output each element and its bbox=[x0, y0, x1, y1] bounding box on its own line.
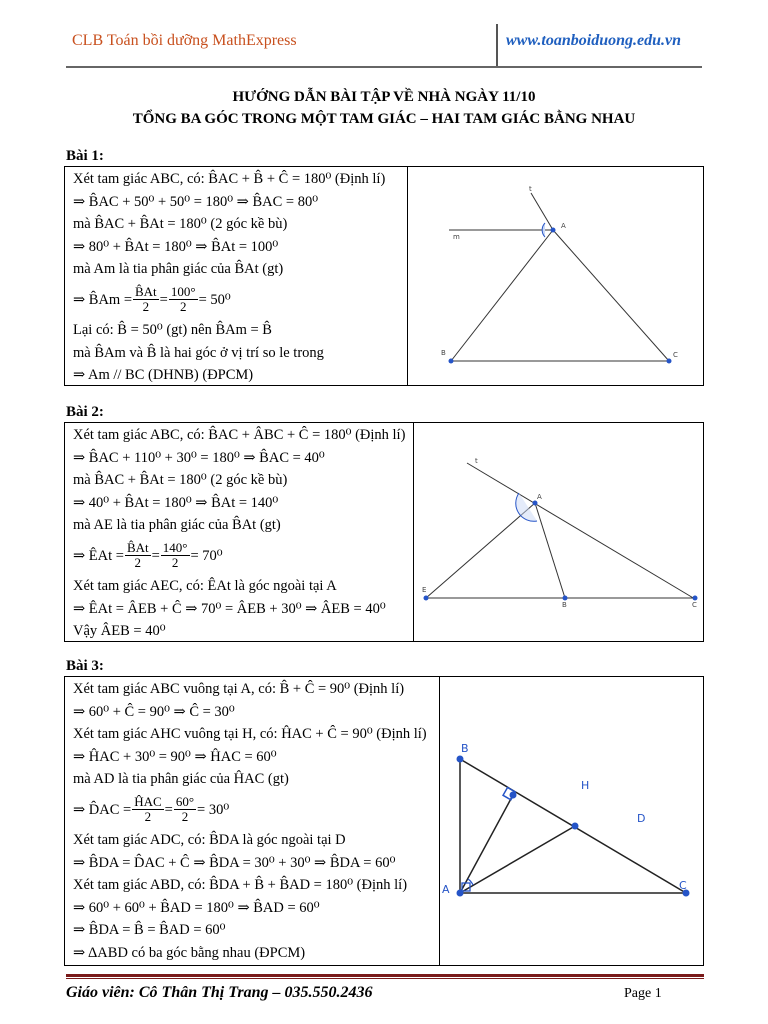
label-C: C bbox=[692, 601, 697, 609]
equals-sign: = bbox=[159, 291, 168, 308]
bai1-label: Bài 1: bbox=[66, 148, 104, 164]
denominator: 2 bbox=[142, 299, 150, 315]
label-E: E bbox=[422, 586, 427, 594]
footer-rule bbox=[66, 974, 704, 977]
solution-line: Lại có: B̂ = 50⁰ (gt) nên B̂Am = B̂ bbox=[73, 321, 272, 338]
frac-rhs: = 30⁰ bbox=[197, 801, 230, 818]
website-link[interactable]: www.toanboiduong.edu.vn bbox=[506, 32, 682, 49]
label-C: C bbox=[679, 879, 687, 892]
fraction-line bbox=[73, 537, 405, 575]
teacher-info: Giáo viên: Cô Thân Thị Trang – 035.550.2436 bbox=[66, 984, 373, 1001]
solution-line: mà Am là tia phân giác của B̂At (gt) bbox=[73, 261, 284, 278]
bai2-box bbox=[64, 422, 704, 642]
solution-line: ⇒ 60⁰ + Ĉ = 90⁰ ⇒ Ĉ = 30⁰ bbox=[73, 703, 235, 720]
fraction bbox=[125, 541, 151, 570]
numerator: B̂At bbox=[135, 284, 157, 300]
doc-subtitle: TỔNG BA GÓC TRONG MỘT TAM GIÁC – HAI TAM GIÁC BẰNG NHAU bbox=[132, 111, 636, 127]
label-A: A bbox=[561, 222, 566, 230]
solution-line: mà B̂AC + B̂At = 180⁰ (2 góc kề bù) bbox=[73, 216, 288, 233]
frac-lhs: ⇒ D̂AC = bbox=[73, 801, 132, 818]
bai1-figure bbox=[409, 167, 703, 385]
solution-line: Xét tam giác ABC vuông tại A, có: B̂ + Ĉ = 90⁰ (Định lí) bbox=[73, 681, 405, 697]
frac-lhs: ⇒ B̂Am = bbox=[73, 291, 132, 308]
label-t: t bbox=[529, 185, 532, 193]
solution-line: Xét tam giác AHC vuông tại H, có: ĤAC + Ĉ = 90⁰ (Định lí) bbox=[73, 726, 427, 743]
bai2-figure bbox=[415, 423, 703, 641]
denominator: 2 bbox=[171, 555, 179, 571]
bai3-column-divider bbox=[439, 677, 440, 965]
numerator: 100° bbox=[170, 284, 196, 300]
fraction bbox=[169, 285, 198, 314]
fraction bbox=[161, 541, 190, 570]
denominator: 2 bbox=[134, 555, 142, 571]
bai1-column-divider bbox=[407, 167, 408, 385]
header-rule bbox=[66, 66, 702, 68]
numerator: B̂At bbox=[126, 540, 149, 556]
solution-line: ⇒ 60⁰ + 60⁰ + B̂AD = 180⁰ ⇒ B̂AD = 60⁰ bbox=[73, 899, 320, 916]
bai2-column-divider bbox=[413, 423, 414, 641]
label-B: B bbox=[562, 601, 567, 609]
solution-line: ⇒ B̂AC + 50⁰ + 50⁰ = 180⁰ ⇒ B̂AC = 80⁰ bbox=[73, 193, 319, 210]
bai3-box bbox=[64, 676, 704, 966]
denominator: 2 bbox=[144, 809, 152, 825]
denominator: 2 bbox=[181, 809, 189, 825]
bai3-figure bbox=[441, 677, 703, 965]
equals-sign: = bbox=[151, 547, 160, 564]
solution-line: ⇒ Am // BC (DHNB) (ĐPCM) bbox=[73, 367, 254, 384]
solution-line: Vậy ÂEB = 40⁰ bbox=[73, 623, 166, 640]
label-A: A bbox=[537, 493, 542, 501]
solution-line: Xét tam giác ABD, có: B̂DA + B̂ + B̂AD = 180⁰ (Định lí) bbox=[73, 877, 408, 894]
fraction bbox=[132, 795, 163, 824]
frac-rhs: = 70⁰ bbox=[190, 547, 223, 564]
footer-rule-thin bbox=[66, 978, 704, 979]
solution-line: Xét tam giác ABC, có: B̂AC + ÂBC + Ĉ = 180⁰ (Định lí) bbox=[73, 427, 406, 443]
frac-lhs: ⇒ ÊAt = bbox=[73, 547, 124, 564]
solution-line: mà AE là tia phân giác của B̂At (gt) bbox=[73, 517, 281, 534]
solution-line: ⇒ 40⁰ + B̂At = 180⁰ ⇒ B̂At = 140⁰ bbox=[73, 494, 279, 511]
label-C: C bbox=[673, 351, 678, 359]
bai2-solution bbox=[73, 424, 405, 643]
solution-line: ⇒ ĤAC + 30⁰ = 90⁰ ⇒ ĤAC = 60⁰ bbox=[73, 748, 277, 765]
frac-rhs: = 50⁰ bbox=[198, 291, 231, 308]
bai3-label: Bài 3: bbox=[66, 658, 104, 674]
fraction-line bbox=[73, 281, 385, 319]
label-B: B bbox=[441, 349, 446, 357]
fraction-line bbox=[73, 791, 427, 829]
label-B: B bbox=[461, 742, 469, 755]
denominator: 2 bbox=[179, 299, 187, 315]
solution-line: Xét tam giác AEC, có: ÊAt là góc ngoài tại A bbox=[73, 577, 337, 594]
fraction bbox=[174, 795, 196, 824]
bai2-label: Bài 2: bbox=[66, 404, 104, 420]
solution-line: ⇒ ÊAt = ÂEB + Ĉ ⇒ 70⁰ = ÂEB + 30⁰ ⇒ ÂEB = 40⁰ bbox=[73, 600, 386, 617]
label-H: H bbox=[581, 779, 590, 792]
solution-line: Xét tam giác ABC, có: B̂AC + B̂ + Ĉ = 180⁰ (Định lí) bbox=[73, 171, 386, 187]
numerator: 60° bbox=[175, 794, 195, 810]
label-t: t bbox=[475, 457, 478, 465]
label-m: m bbox=[453, 233, 460, 241]
doc-title: HƯỚNG DẪN BÀI TẬP VỀ NHÀ NGÀY 11/10 bbox=[232, 89, 536, 105]
solution-line: mà B̂AC + B̂At = 180⁰ (2 góc kề bù) bbox=[73, 472, 288, 489]
fraction bbox=[133, 285, 159, 314]
solution-line: ⇒ 80⁰ + B̂At = 180⁰ ⇒ B̂At = 100⁰ bbox=[73, 238, 279, 255]
bai3-solution bbox=[73, 678, 427, 965]
solution-line: ⇒ ΔABD có ba góc bằng nhau (ĐPCM) bbox=[73, 944, 306, 961]
page-number: Page 1 bbox=[624, 986, 662, 1001]
numerator: 140° bbox=[162, 540, 188, 556]
solution-line: ⇒ B̂DA = D̂AC + Ĉ ⇒ B̂DA = 30⁰ + 30⁰ ⇒ B̂DA = 60⁰ bbox=[73, 854, 396, 871]
solution-line: mà AD là tia phân giác của ĤAC (gt) bbox=[73, 771, 289, 788]
bai1-solution bbox=[73, 168, 385, 387]
bai1-box bbox=[64, 166, 704, 386]
solution-line: ⇒ B̂DA = B̂ = B̂AD = 60⁰ bbox=[73, 922, 226, 939]
label-A: A bbox=[442, 883, 450, 896]
solution-line: Xét tam giác ADC, có: B̂DA là góc ngoài tại D bbox=[73, 831, 346, 848]
numerator: ĤAC bbox=[134, 794, 162, 810]
solution-line: mà B̂Am và B̂ là hai góc ở vị trí so le trong bbox=[73, 344, 324, 361]
solution-line: ⇒ B̂AC + 110⁰ + 30⁰ = 180⁰ ⇒ B̂AC = 40⁰ bbox=[73, 449, 325, 466]
header-divider bbox=[496, 24, 498, 68]
equals-sign: = bbox=[164, 801, 173, 818]
club-name: CLB Toán bồi dưỡng MathExpress bbox=[72, 32, 297, 49]
label-D: D bbox=[637, 812, 646, 825]
